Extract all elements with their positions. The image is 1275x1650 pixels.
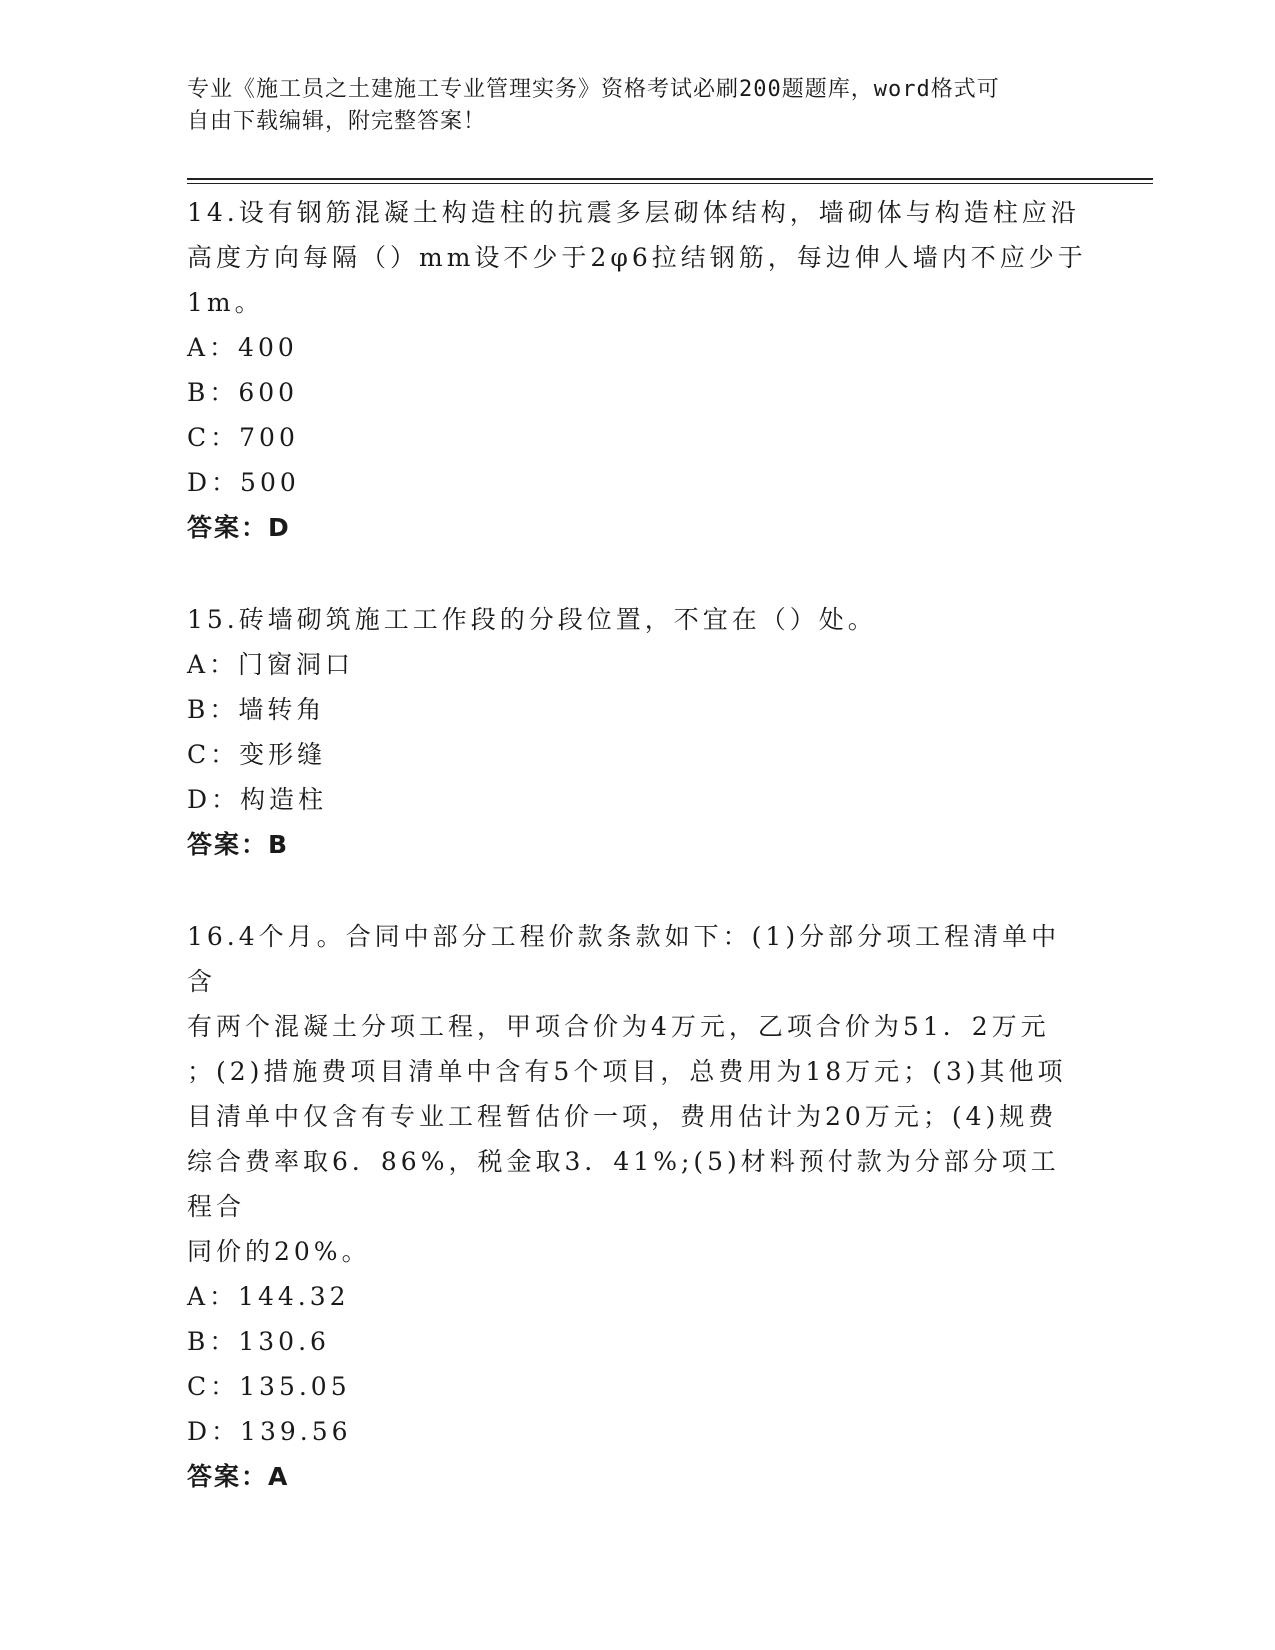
- option-a: A：400: [187, 333, 298, 362]
- option-c: C：700: [187, 423, 299, 452]
- option-c: C：135.05: [187, 1372, 351, 1401]
- option-a: A：144.32: [187, 1282, 350, 1311]
- question-list: [187, 190, 1087, 1546]
- answer-line: 答案：D: [187, 513, 291, 542]
- question-15: [187, 597, 1087, 867]
- question-text-line: 同价的20%。: [187, 1237, 371, 1266]
- question-text-line: ；(2)措施费项目清单中含有5个项目，总费用为18万元；(3)其他项: [187, 1057, 1067, 1086]
- question-text-line: 1m。: [187, 288, 264, 317]
- option-b: B：600: [187, 378, 299, 407]
- option-c: C：变形缝: [187, 740, 327, 769]
- answer-line: 答案：B: [187, 830, 290, 859]
- header-divider-thin: [187, 183, 1153, 184]
- question-text-line: 15.砖墙砌筑施工工作段的分段位置，不宜在（）处。: [187, 605, 877, 634]
- question-16: [187, 914, 1087, 1499]
- question-text-line: 14.设有钢筋混凝土构造柱的抗震多层砌体结构，墙砌体与构造柱应沿: [187, 198, 1080, 227]
- header-divider-thick: [187, 178, 1153, 180]
- question-text-line: 高度方向每隔（）mm设不少于2φ6拉结钢筋，每边伸人墙内不应少于: [187, 243, 1087, 272]
- document-header: [187, 74, 1067, 138]
- question-14: [187, 190, 1087, 550]
- option-b: B：墙转角: [187, 695, 326, 724]
- option-d: D：构造柱: [187, 785, 328, 814]
- option-a: A：门窗洞口: [187, 650, 355, 679]
- option-d: D：139.56: [187, 1417, 352, 1446]
- question-text-line: 有两个混凝土分项工程，甲项合价为4万元，乙项合价为51．2万元: [187, 1012, 1050, 1041]
- answer-line: 答案：A: [187, 1462, 290, 1491]
- question-text-line: 16.4个月。合同中部分工程价款条款如下：(1)分部分项工程清单中含: [187, 922, 1061, 996]
- header-line-2: 自由下载编辑，附完整答案！: [187, 109, 487, 134]
- question-text-line: 综合费率取6．86%，税金取3．41%;(5)材料预付款为分部分项工程合: [187, 1147, 1060, 1221]
- option-b: B：130.6: [187, 1327, 330, 1356]
- question-text-line: 目清单中仅含有专业工程暂估价一项，费用估计为20万元；(4)规费: [187, 1102, 1058, 1131]
- header-line-1: 专业《施工员之土建施工专业管理实务》资格考试必刷200题题库，word格式可: [187, 77, 1000, 102]
- option-d: D：500: [187, 468, 300, 497]
